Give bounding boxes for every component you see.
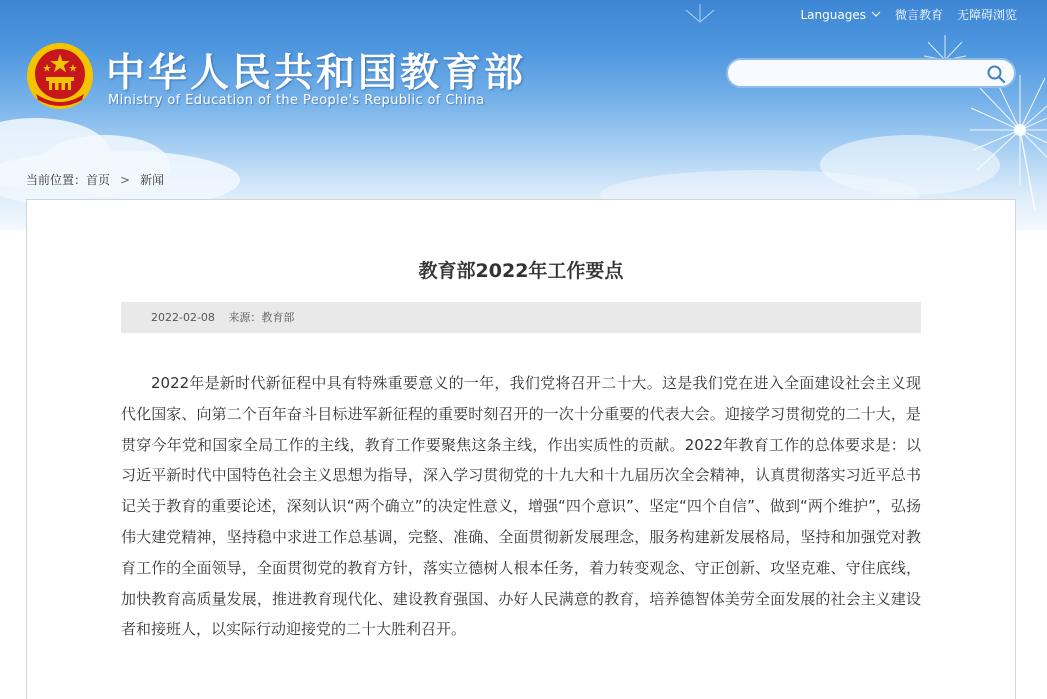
header-banner bbox=[0, 0, 1047, 230]
article-source: 来源：教育部 bbox=[228, 311, 295, 324]
search-icon[interactable] bbox=[986, 64, 1006, 84]
breadcrumb-separator: > bbox=[120, 172, 131, 187]
chevron-down-icon bbox=[871, 9, 881, 20]
search-box bbox=[726, 58, 1016, 88]
accessibility-link[interactable]: 无障碍浏览 bbox=[956, 8, 1017, 22]
breadcrumb-prefix: 当前位置： bbox=[26, 173, 87, 187]
article-body: 2022年是新时代新征程中具有特殊重要意义的一年，我们党将召开二十大。这是我们党在进入全面建设社会主义现代化国家、向第二个百年奋斗目标进军新征程的重要时刻召开的一次十分重要的代表大会。迎接学习贯彻党的二十大，是贯穿今年党和国家全局工作的主线，教育工作要聚焦这条主线，作出实质性的贡献。2022年教育工作的总体要求是：以习近平新时代中国特色社会主义思想为指导，深入学习贯彻党的十九大和十九届历次全会精神，认真贯彻落实习近平总书记关于教育的重要论述，深刻认识“两个确立”的决定性意义，增强“四个意识”、坚定“四个自信”、做到“两个维护”，弘扬伟大建党精神，坚持稳中求进工作总基调，完整、准确、全面贯彻新发展理念，服务构建新发展格局，坚持和加强党对教育工作的全面领导，全面贯彻党的教育方针，落实立德树人根本任务，着力转变观念、守正创新、攻坚克难、守住底线，加快教育高质量发展，推进教育现代化、建设教育强国、办好人民满意的教育，培养德智体美劳全面发展的社会主义建设者和接班人，以实际行动迎接党的二十大胜利召开。 bbox=[121, 374, 921, 639]
dandelion-icon bbox=[955, 70, 1047, 210]
top-nav bbox=[786, 6, 1017, 23]
weibo-link[interactable]: 微言教育 bbox=[894, 8, 943, 22]
national-emblem-logo bbox=[26, 42, 94, 110]
breadcrumb-home[interactable]: 首页 bbox=[86, 173, 111, 187]
dandelion-icon bbox=[680, 0, 720, 30]
article-panel bbox=[26, 199, 1016, 699]
breadcrumb-current[interactable]: 新闻 bbox=[140, 173, 165, 187]
site-title[interactable]: 中华人民共和国教育部 bbox=[106, 51, 527, 96]
article-date: 2022-02-08 bbox=[151, 311, 215, 324]
article-meta bbox=[121, 302, 921, 333]
languages-label: Languages bbox=[800, 7, 866, 22]
breadcrumb bbox=[26, 171, 164, 188]
site-subtitle: Ministry of Education of the People's Republic of China bbox=[108, 93, 485, 108]
article-title: 教育部2022年工作要点 bbox=[418, 260, 624, 282]
languages-menu[interactable] bbox=[800, 8, 880, 22]
search-input[interactable] bbox=[728, 60, 978, 86]
